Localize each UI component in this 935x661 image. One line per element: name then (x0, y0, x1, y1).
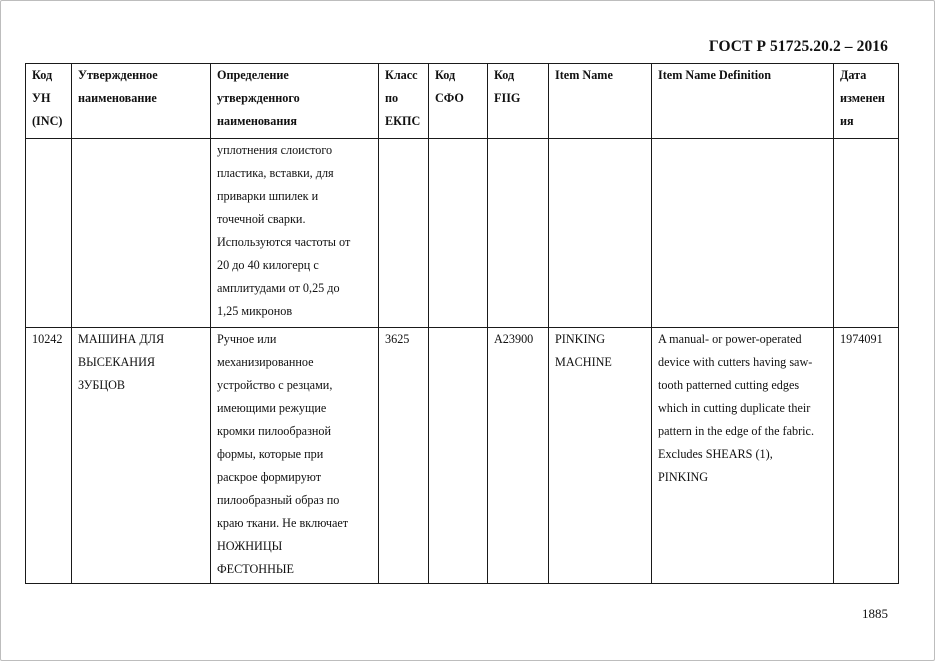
cell-definition: уплотнения слоистого пластика, вставки, для приварки шпилек и точечной сварки. Используются частоты от 20 до 40 килогерц с амплитудами от 0,25 до 1,25 микронов (211, 139, 379, 328)
cell-approved-name (72, 139, 211, 328)
table-header-row (26, 64, 899, 139)
cell-ekps-class (379, 139, 429, 328)
cell-change-date: 1974091 (834, 328, 899, 584)
cell-fiig: A23900 (488, 328, 549, 584)
cell-definition: Ручное или механизированное устройство с резцами, имеющими режущие кромки пилообразной формы, которые при раскрое формируют пилообразный образ по краю ткани. Не включает НОЖНИЦЫ ФЕСТОННЫЕ (211, 328, 379, 584)
cell-item-definition: A manual- or power-operated device with cutters having saw- tooth patterned cutting edges which in cutting duplicate their pattern in the edge of the fabric. Excludes SHEARS (1), PINKING (652, 328, 834, 584)
cell-item-name: PINKING MACHINE (549, 328, 652, 584)
col-header-item-definition: Item Name Definition (652, 64, 834, 139)
cell-sfo (429, 328, 488, 584)
cell-approved-name: МАШИНА ДЛЯ ВЫСЕКАНИЯ ЗУБЦОВ (72, 328, 211, 584)
classification-table (25, 63, 899, 584)
standard-header: ГОСТ Р 51725.20.2 – 2016 (708, 38, 888, 55)
cell-inc: 10242 (26, 328, 72, 584)
table-row (26, 139, 899, 328)
table-row (26, 328, 899, 584)
cell-ekps-class: 3625 (379, 328, 429, 584)
col-header-ekps-class: Класс по ЕКПС (379, 64, 429, 139)
col-header-change-date: Дата изменен ия (834, 64, 899, 139)
cell-sfo (429, 139, 488, 328)
col-header-definition: Определение утвержденного наименования (211, 64, 379, 139)
cell-inc (26, 139, 72, 328)
cell-fiig (488, 139, 549, 328)
cell-item-name (549, 139, 652, 328)
col-header-fiig: Код FIIG (488, 64, 549, 139)
page-number: 1885 (862, 606, 888, 621)
col-header-approved-name: Утвержденное наименование (72, 64, 211, 139)
col-header-item-name: Item Name (549, 64, 652, 139)
cell-item-definition (652, 139, 834, 328)
cell-change-date (834, 139, 899, 328)
col-header-sfo: Код СФО (429, 64, 488, 139)
col-header-inc: Код УН (INC) (26, 64, 72, 139)
